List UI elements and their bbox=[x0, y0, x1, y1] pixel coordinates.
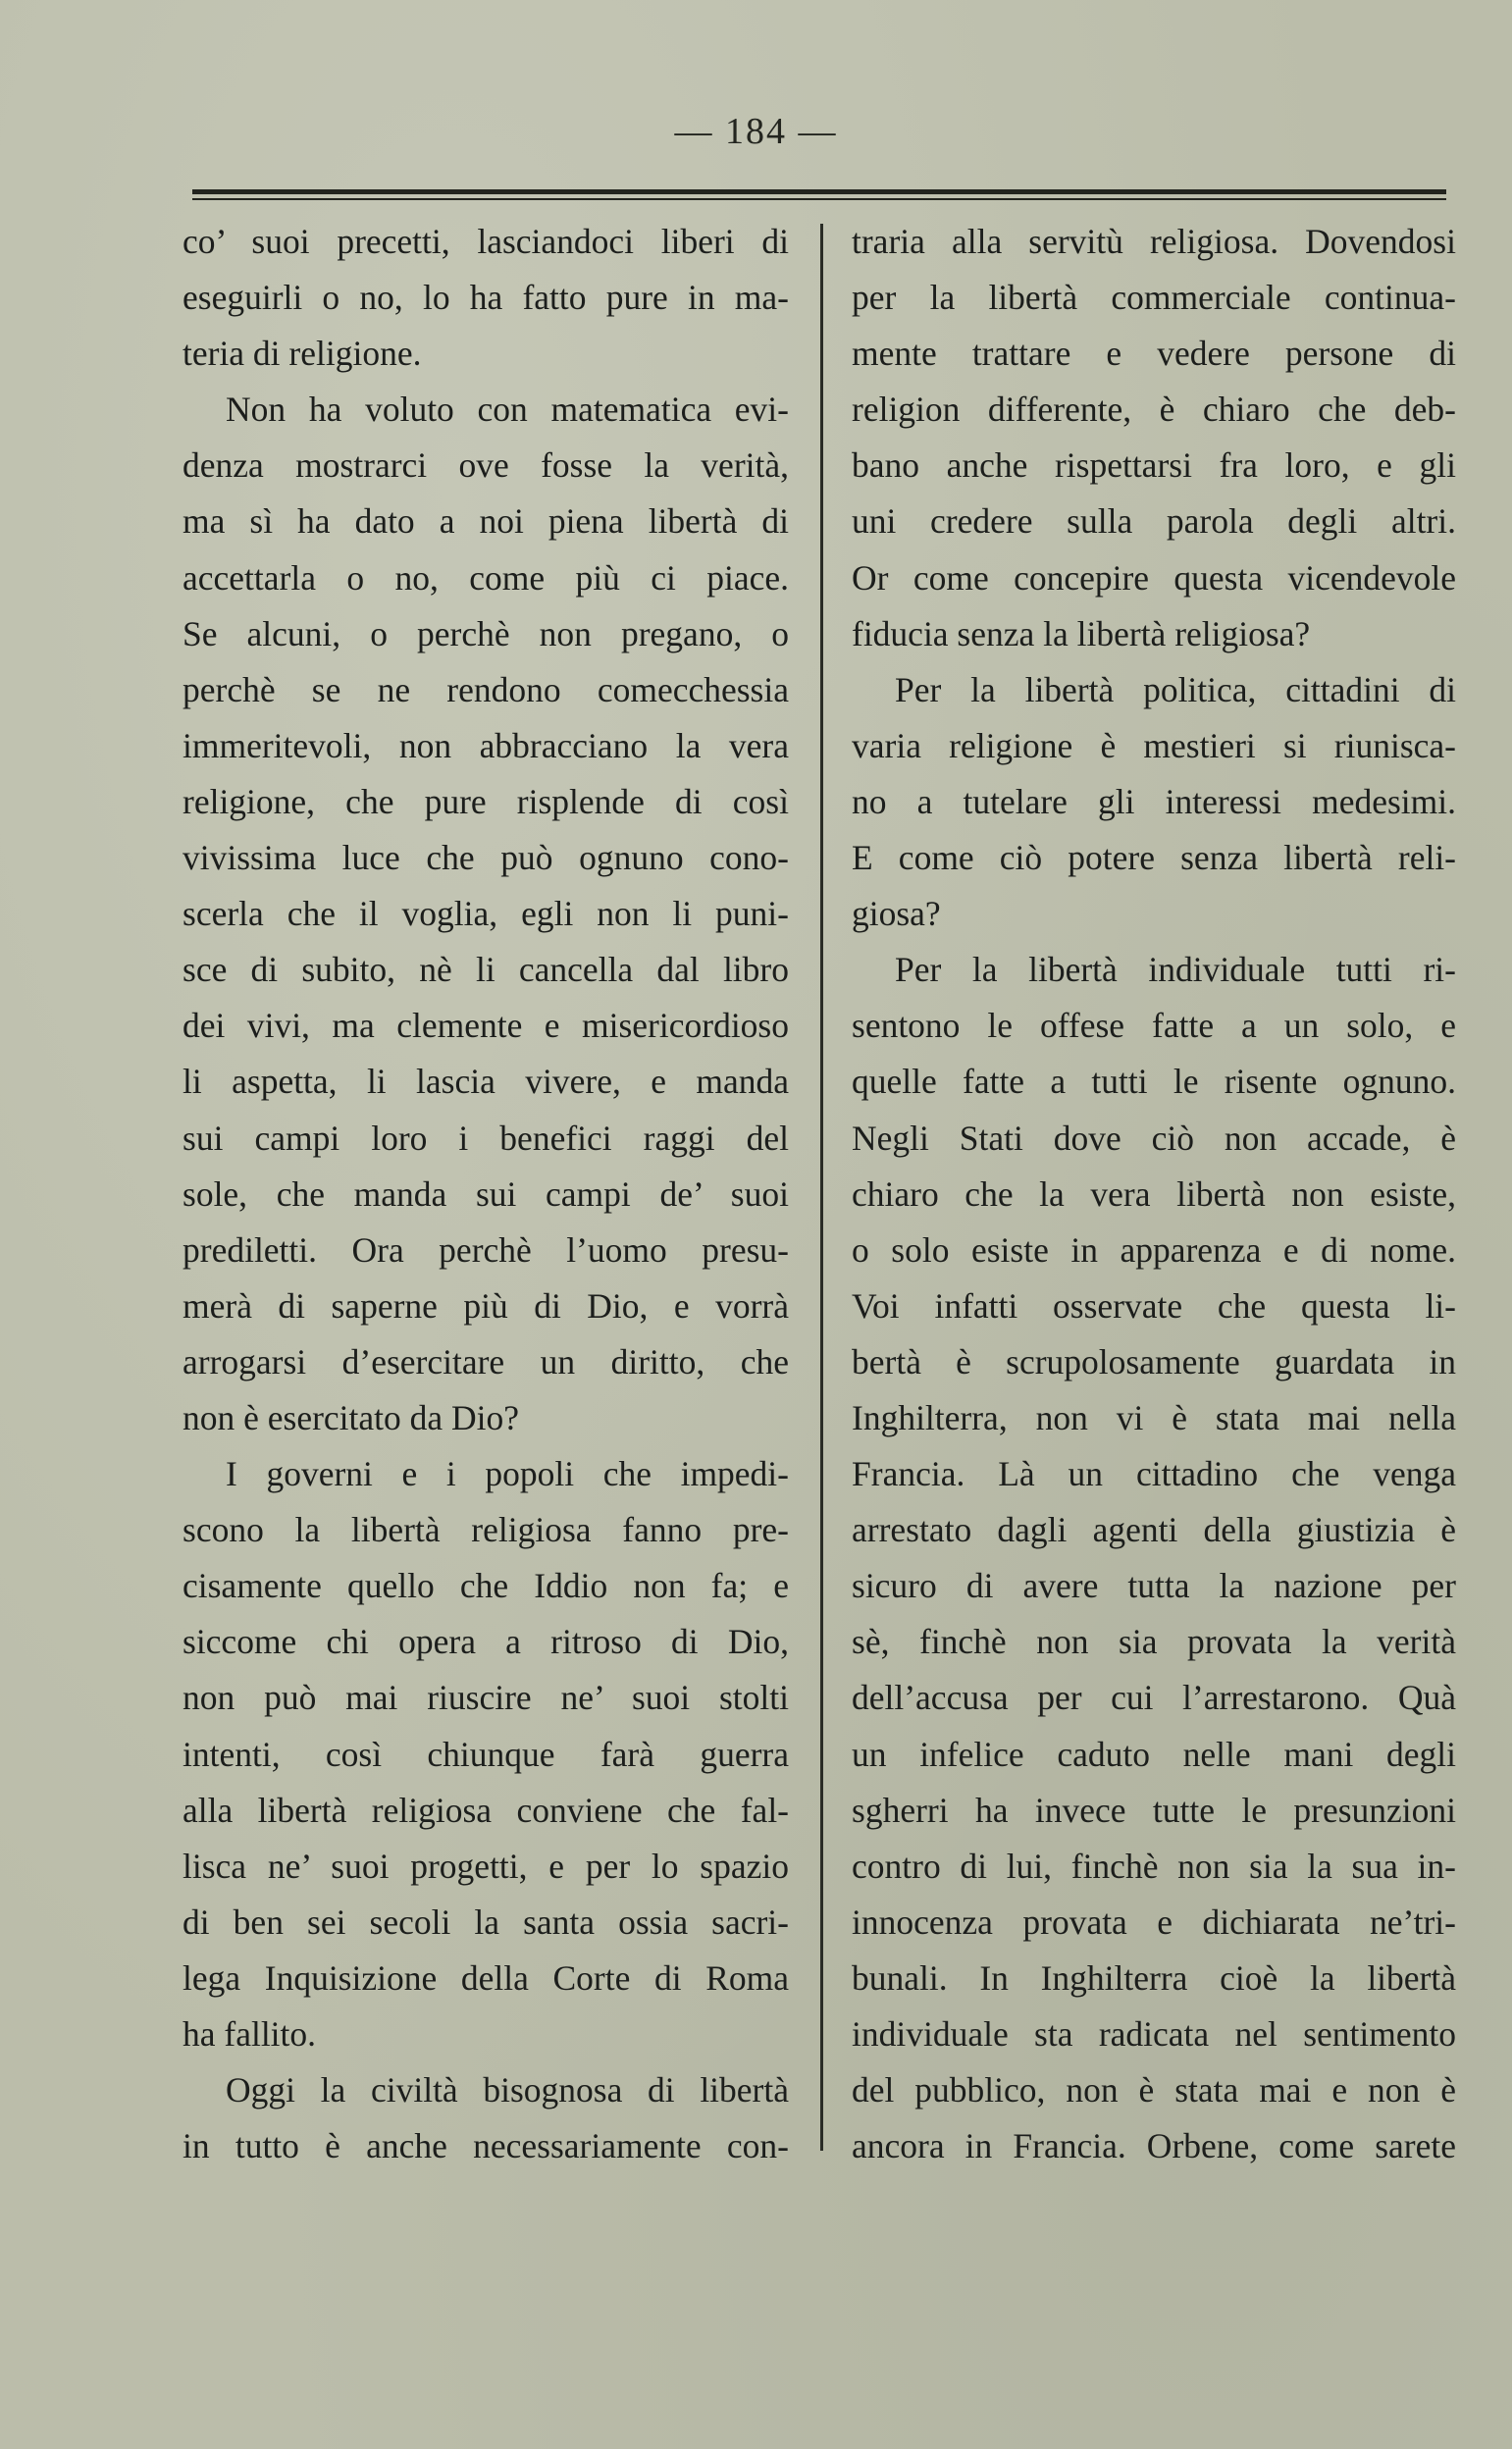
text-line: accettarla o no, come più ci piace. bbox=[182, 557, 789, 598]
text-line: eseguirli o no, lo ha fatto pure in ma- bbox=[182, 278, 789, 318]
text-line: sui campi loro i benefici raggi del bbox=[182, 1118, 789, 1158]
text-line: traria alla servitù religiosa. Dovendosi bbox=[852, 222, 1456, 261]
text-line: lisca ne’ suoi progetti, e per lo spazio bbox=[182, 1846, 789, 1886]
text-line: dei vivi, ma clemente e misericordioso bbox=[182, 1006, 789, 1046]
text-line: I governi e i popoli che impedi- bbox=[226, 1454, 789, 1494]
text-line: intenti, così chiunque farà guerra bbox=[182, 1734, 789, 1774]
right-text-column bbox=[852, 214, 1456, 2174]
text-line: in tutto è anche necessariamente con- bbox=[182, 2126, 789, 2166]
text-line: giosa? bbox=[852, 894, 941, 934]
text-line: religione, che pure risplende di così bbox=[182, 781, 789, 821]
text-line: E come ciò potere senza libertà reli- bbox=[852, 838, 1456, 878]
text-line: Se alcuni, o perchè non pregano, o bbox=[182, 613, 789, 653]
text-line: co’ suoi precetti, lasciandoci liberi di bbox=[182, 222, 789, 261]
page-number: — 184 — bbox=[674, 111, 838, 152]
text-line: scerla che il voglia, egli non li puni- bbox=[182, 894, 789, 934]
text-line: merà di saperne più di Dio, e vorrà bbox=[182, 1285, 789, 1326]
text-line: non può mai riuscire ne’ suoi stolti bbox=[182, 1678, 789, 1718]
text-line: Francia. Là un cittadino che venga bbox=[852, 1454, 1456, 1494]
text-line: arrogarsi d’esercitare un diritto, che bbox=[182, 1341, 789, 1381]
text-line: di ben sei secoli la santa ossia sacri- bbox=[182, 1902, 789, 1942]
text-line: prediletti. Ora perchè l’uomo presu- bbox=[182, 1229, 789, 1270]
text-line: Per la libertà individuale tutti ri- bbox=[895, 950, 1456, 990]
text-line: siccome chi opera a ritroso di Dio, bbox=[182, 1622, 789, 1662]
text-line: Inghilterra, non vi è stata mai nella bbox=[852, 1397, 1456, 1437]
left-text-column bbox=[182, 214, 789, 2174]
text-line: sce di subito, nè li cancella dal libro bbox=[182, 950, 789, 990]
text-line: religion differente, è chiaro che deb- bbox=[852, 390, 1456, 430]
text-line: arrestato dagli agenti della giustizia è bbox=[852, 1510, 1456, 1550]
text-line: Non ha voluto con matematica evi- bbox=[226, 390, 789, 430]
text-line: ha fallito. bbox=[182, 2014, 317, 2054]
text-line: Voi infatti osservate che questa li- bbox=[852, 1285, 1456, 1326]
text-line: Negli Stati dove ciò non accade, è bbox=[852, 1118, 1456, 1158]
header-rule-thick bbox=[192, 189, 1446, 194]
text-line: un infelice caduto nelle mani degli bbox=[852, 1734, 1456, 1774]
text-line: del pubblico, non è stata mai e non è bbox=[852, 2070, 1456, 2110]
text-line: perchè se ne rendono comecchessia bbox=[182, 669, 789, 709]
text-line: Per la libertà politica, cittadini di bbox=[895, 669, 1456, 709]
text-line: Or come concepire questa vicendevole bbox=[852, 557, 1456, 598]
text-line: sicuro di avere tutta la nazione per bbox=[852, 1566, 1456, 1606]
text-line: scono la libertà religiosa fanno pre- bbox=[182, 1510, 789, 1550]
text-line: bertà è scrupolosamente guardata in bbox=[852, 1341, 1456, 1381]
text-line: no a tutelare gli interessi medesimi. bbox=[852, 781, 1456, 821]
text-line: ancora in Francia. Orbene, come sarete bbox=[852, 2126, 1456, 2166]
text-line: innocenza provata e dichiarata ne’tri- bbox=[852, 1902, 1456, 1942]
text-line: alla libertà religiosa conviene che fal- bbox=[182, 1790, 789, 1830]
column-divider bbox=[820, 224, 823, 2151]
text-line: dell’accusa per cui l’arrestarono. Quà bbox=[852, 1678, 1456, 1718]
text-line: sole, che manda sui campi de’ suoi bbox=[182, 1173, 789, 1214]
text-line: mente trattare e vedere persone di bbox=[852, 334, 1456, 374]
text-line: sè, finchè non sia provata la verità bbox=[852, 1622, 1456, 1662]
text-line: sgherri ha invece tutte le presunzioni bbox=[852, 1790, 1456, 1830]
header-rule-thin bbox=[192, 198, 1446, 200]
text-line: non è esercitato da Dio? bbox=[182, 1397, 520, 1437]
text-line: teria di religione. bbox=[182, 334, 422, 374]
text-line: fiducia senza la libertà religiosa? bbox=[852, 613, 1311, 653]
text-line: o solo esiste in apparenza e di nome. bbox=[852, 1229, 1456, 1270]
text-line: denza mostrarci ove fosse la verità, bbox=[182, 445, 789, 486]
text-line: immeritevoli, non abbracciano la vera bbox=[182, 725, 789, 765]
text-line: cisamente quello che Iddio non fa; e bbox=[182, 1566, 789, 1606]
text-line: Oggi la civiltà bisognosa di libertà bbox=[226, 2070, 789, 2110]
text-line: chiaro che la vera libertà non esiste, bbox=[852, 1173, 1456, 1214]
text-line: quelle fatte a tutti le risente ognuno. bbox=[852, 1062, 1456, 1102]
text-line: bano anche rispettarsi fra loro, e gli bbox=[852, 445, 1456, 486]
text-line: sentono le offese fatte a un solo, e bbox=[852, 1006, 1456, 1046]
text-line: individuale sta radicata nel sentimento bbox=[852, 2014, 1456, 2054]
text-line: bunali. In Inghilterra cioè la libertà bbox=[852, 1957, 1456, 1998]
text-line: contro di lui, finchè non sia la sua in- bbox=[852, 1846, 1456, 1886]
text-line: lega Inquisizione della Corte di Roma bbox=[182, 1957, 789, 1998]
text-line: uni credere sulla parola degli altri. bbox=[852, 501, 1456, 542]
text-line: li aspetta, li lascia vivere, e manda bbox=[182, 1062, 789, 1102]
text-line: varia religione è mestieri si riunisca- bbox=[852, 725, 1456, 765]
text-line: ma sì ha dato a noi piena libertà di bbox=[182, 501, 789, 542]
text-line: vivissima luce che può ognuno cono- bbox=[182, 838, 789, 878]
text-line: per la libertà commerciale continua- bbox=[852, 278, 1456, 318]
